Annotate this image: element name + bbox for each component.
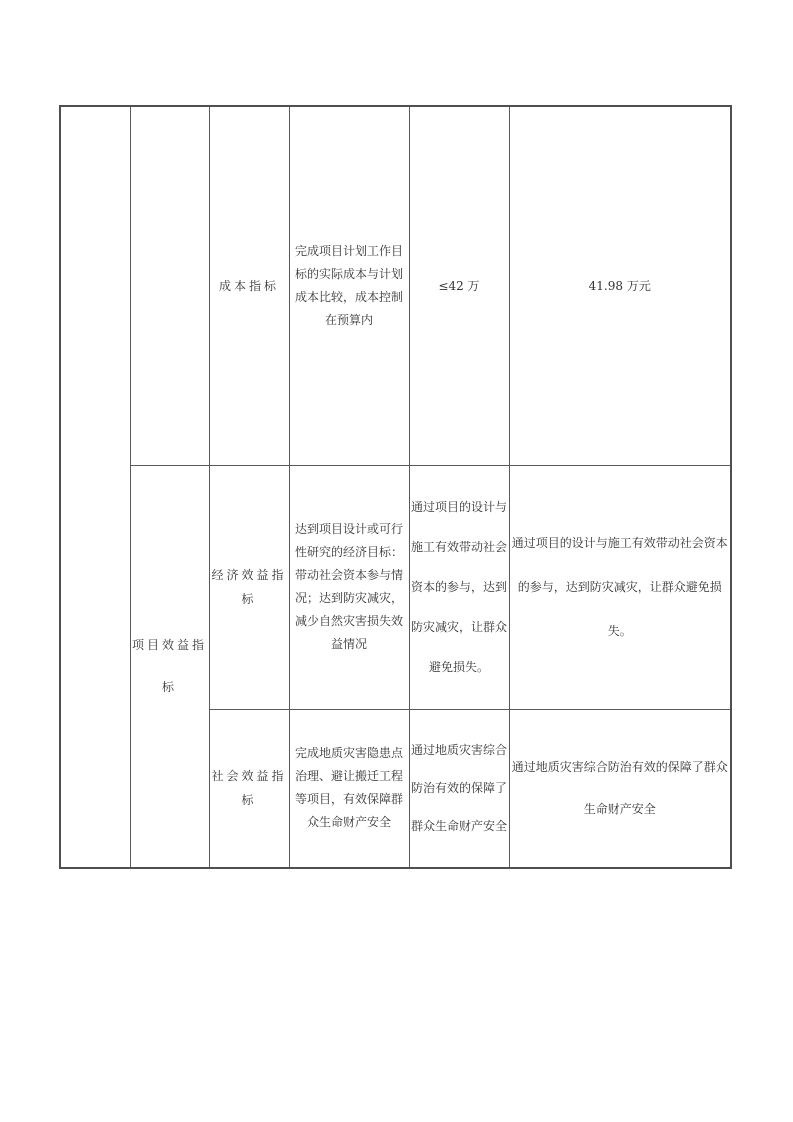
project-benefit-category-cell: 项目效益指标 xyxy=(130,465,209,868)
performance-indicator-table xyxy=(59,105,732,869)
economic-result-cell: 通过项目的设计与施工有效带动社会资本的参与，达到防灾减灾，让群众避免损失。 xyxy=(509,465,731,709)
economic-description-cell: 达到项目设计或可行性研究的经济目标：带动社会资本参与情况；达到防灾减灾，减少自然灾害损失效益情况 xyxy=(289,465,409,709)
economic-indicator-label-cell: 经济效益指标 xyxy=(209,465,289,709)
cost-result-value-cell: 41.98 万元 xyxy=(509,106,731,465)
social-result-cell: 通过地质灾害综合防治有效的保障了群众生命财产安全 xyxy=(509,709,731,868)
empty-cell-above-category xyxy=(130,106,209,465)
table-row xyxy=(60,106,731,465)
social-target-cell: 通过地质灾害综合防治有效的保障了群众生命财产安全 xyxy=(409,709,509,868)
economic-target-cell: 通过项目的设计与施工有效带动社会资本的参与，达到防灾减灾，让群众避免损失。 xyxy=(409,465,509,709)
cost-target-value-cell: ≤42 万 xyxy=(409,106,509,465)
spanning-empty-cell xyxy=(60,106,130,868)
social-description-cell: 完成地质灾害隐患点治理、避让搬迁工程等项目，有效保障群众生命财产安全 xyxy=(289,709,409,868)
table-row xyxy=(60,465,731,709)
cost-indicator-label-cell: 成本指标 xyxy=(209,106,289,465)
cost-description-cell: 完成项目计划工作目标的实际成本与计划成本比较，成本控制在预算内 xyxy=(289,106,409,465)
social-indicator-label-cell: 社会效益指标 xyxy=(209,709,289,868)
